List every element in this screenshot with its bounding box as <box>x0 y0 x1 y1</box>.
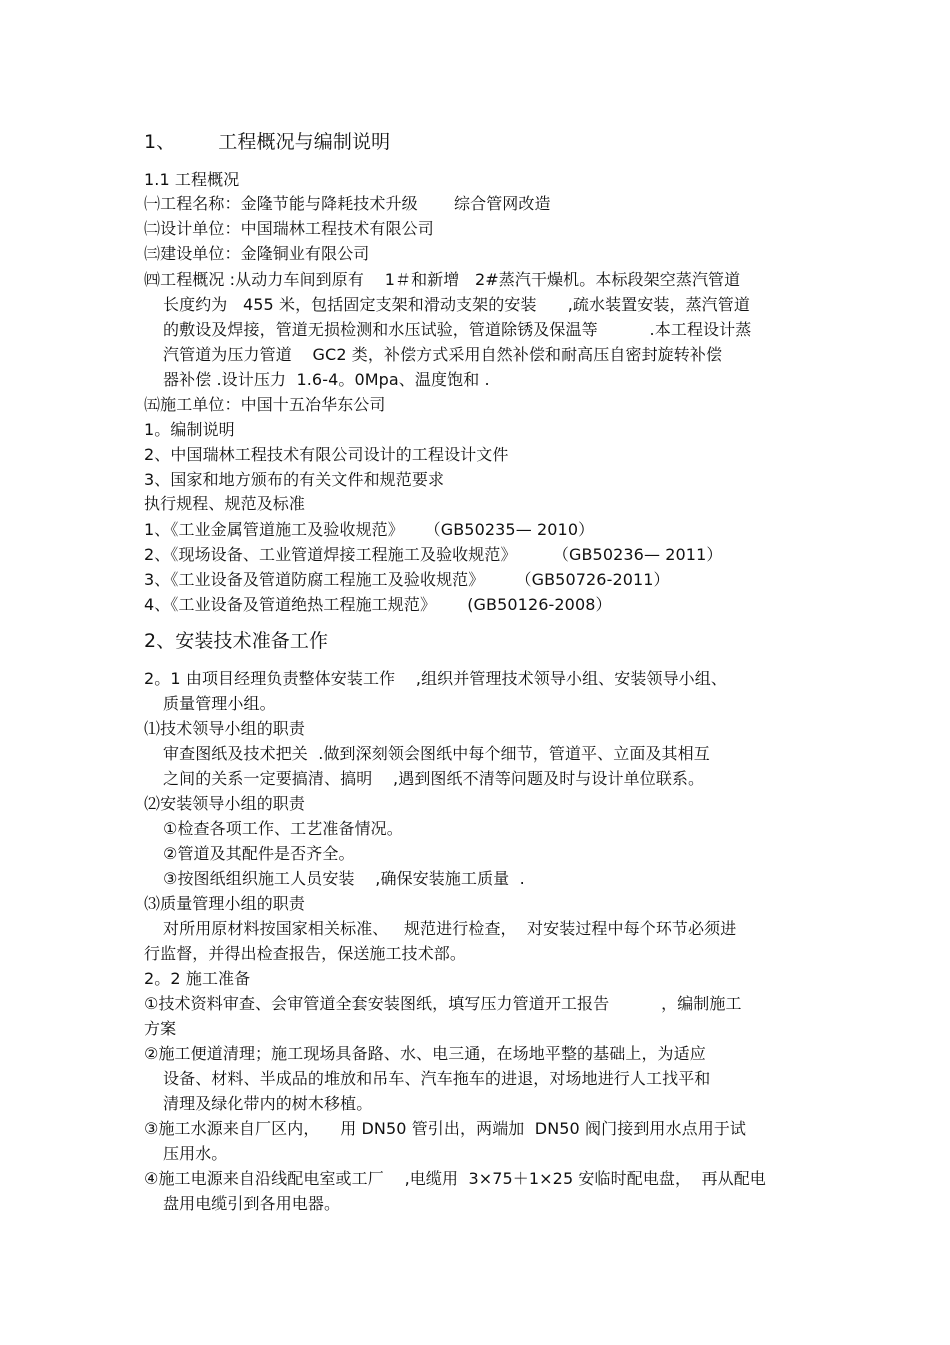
install-group-item: ②管道及其配件是否齐全。 <box>163 844 355 863</box>
compile-item: 2、中国瑞林工程技术有限公司设计的工程设计文件 <box>144 445 509 464</box>
standard-item: 2、《现场设备、工业管道焊接工程施工及验收规范》 （GB50236— 2011） <box>144 545 723 564</box>
compile-item: 3、国家和地方颁布的有关文件和规范要求 <box>144 470 445 489</box>
standard-item: 1、《工业金属管道施工及验收规范》 （GB50235— 2010） <box>144 520 595 539</box>
overview-line: 汽管道为压力管道 GC2 类，补偿方式采用自然补偿和耐高压自密封旋转补偿 <box>163 345 723 364</box>
overview-line: 长度约为 455 米，包括固定支架和滑动支架的安装 ,疏水装置安装，蒸汽管道 <box>163 295 750 314</box>
prep-item-4: 盘用电缆引到各用电器。 <box>163 1194 341 1213</box>
tech-group-title: ⑴技术领导小组的职责 <box>144 719 306 738</box>
p2-1-line: 质量管理小组。 <box>163 694 276 713</box>
quality-group-body: 行监督，并得出检查报告，保送施工技术部。 <box>144 944 467 963</box>
quality-group-body: 对所用原材料按国家相关标准、 规范进行检查， 对安装过程中每个环节必须进 <box>163 919 737 938</box>
build-unit: ㈢建设单位：金隆铜业有限公司 <box>144 244 370 263</box>
install-group-title: ⑵安装领导小组的职责 <box>144 794 306 813</box>
section-2-heading: 2、安装技术准备工作 <box>144 630 329 652</box>
prep-item-1: ①技术资料审查、会审管道全套安装图纸，填写压力管道开工报告 ，编制施工 <box>144 994 742 1013</box>
prep-item-2: ②施工便道清理；施工现场具备路、水、电三通，在场地平整的基础上，为适应 <box>144 1044 706 1063</box>
subsection-1-1-title: 1.1 工程概况 <box>144 170 240 189</box>
standards-title: 执行规程、规范及标准 <box>144 494 306 513</box>
install-group-item: ①检查各项工作、工艺准备情况。 <box>163 819 403 838</box>
standard-item: 4、《工业设备及管道绝热工程施工规范》 (GB50126-2008） <box>144 595 612 614</box>
p2-1-line: 2。1 由项目经理负责整体安装工作 ,组织并管理技术领导小组、安装领导小组、 <box>144 669 727 688</box>
prep-item-3: 压用水。 <box>163 1144 228 1163</box>
tech-group-body: 之间的关系一定要搞清、搞明 ,遇到图纸不清等问题及时与设计单位联系。 <box>163 769 705 788</box>
prep-item-2: 设备、材料、半成品的堆放和吊车、汽车拖车的进退，对场地进行人工找平和 <box>163 1069 711 1088</box>
overview-line: 的敷设及焊接，管道无损检测和水压试验，管道除锈及保温等 .本工程设计蒸 <box>163 320 752 339</box>
prep-item-2: 清理及绿化带内的树木移植。 <box>163 1094 373 1113</box>
p2-2-title: 2。2 施工准备 <box>144 969 251 988</box>
project-name: ㈠工程名称：金隆节能与降耗技术升级 综合管网改造 <box>144 194 551 213</box>
overview-line: ㈣工程概况 :从动力车间到原有 1＃和新增 2#蒸汽干燥机。本标段架空蒸汽管道 <box>144 270 741 289</box>
tech-group-body: 审查图纸及技术把关 .做到深刻领会图纸中每个细节，管道平、立面及其相互 <box>163 744 710 763</box>
design-unit: ㈡设计单位：中国瑞林工程技术有限公司 <box>144 219 434 238</box>
prep-item-4: ④施工电源来自沿线配电室或工厂 ,电缆用 3×75＋1×25 安临时配电盘， 再从配电 <box>144 1169 766 1188</box>
compile-item: 1。编制说明 <box>144 420 235 439</box>
overview-line: 器补偿 .设计压力 1.6-4。0Mpa、温度饱和 . <box>163 370 490 389</box>
section-1-heading: 1、 工程概况与编制说明 <box>144 131 391 153</box>
construction-unit: ㈤施工单位：中国十五冶华东公司 <box>144 395 386 414</box>
prep-item-1: 方案 <box>144 1019 177 1038</box>
standard-item: 3、《工业设备及管道防腐工程施工及验收规范》 （GB50726-2011） <box>144 570 670 589</box>
install-group-item: ③按图纸组织施工人员安装 ,确保安装施工质量 . <box>163 869 525 888</box>
quality-group-title: ⑶质量管理小组的职责 <box>144 894 306 913</box>
prep-item-3: ③施工水源来自厂区内， 用 DN50 管引出，两端加 DN50 阀门接到用水点用于试 <box>144 1119 747 1138</box>
